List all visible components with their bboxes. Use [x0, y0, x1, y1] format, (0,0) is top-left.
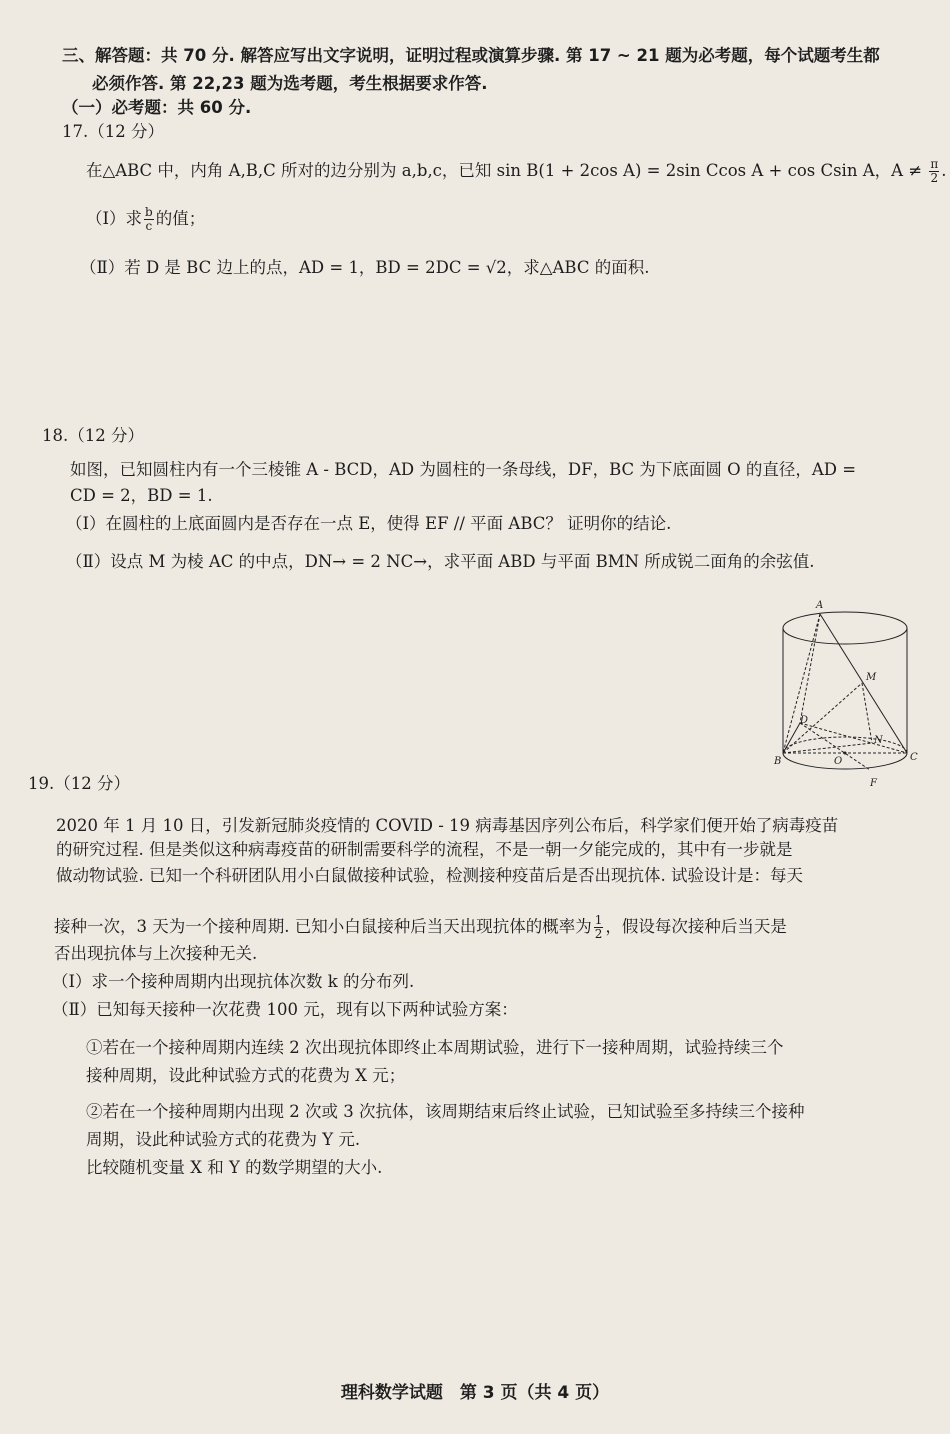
label-F: F: [870, 778, 877, 789]
q17-stem: [86, 158, 947, 185]
q19-para-line1: 2020 年 1 月 10 日，引发新冠肺炎疫情的 COVID - 19 病毒基因序列公布后，科学家们便开始了病毒疫苗: [56, 816, 839, 835]
q17-pi-over-2: [929, 158, 939, 185]
label-A: A: [816, 600, 824, 611]
q18-part1: （Ⅰ）在圆柱的上底面圆内是否存在一点 E，使得 EF // 平面 ABC？ 证明你的结论.: [66, 514, 672, 533]
segment-BN: [783, 743, 872, 753]
frac-numerator: 1: [594, 913, 603, 927]
q19-option1-line2: 接种周期，设此种试验方式的花费为 X 元；: [86, 1066, 406, 1085]
q19-option2-line1: ②若在一个接种周期内出现 2 次或 3 次抗体，该周期结束后终止试验，已知试验至多持续三个接种: [86, 1102, 805, 1121]
q19-number: 19.（12 分）: [28, 774, 130, 793]
q19-line4-pre: 接种一次，3 天为一个接种周期. 已知小白鼠接种后当天出现抗体的概率为: [54, 917, 592, 936]
label-M: M: [866, 672, 877, 683]
q19-one-half: [594, 914, 604, 941]
q17-stem-end: .: [941, 161, 947, 180]
frac-denominator: 2: [594, 927, 603, 941]
q18-number: 18.（12 分）: [42, 426, 144, 445]
q19-option2-line2: 周期，设此种试验方式的花费为 Y 元.: [86, 1130, 361, 1149]
cylinder-pyramid-figure: [770, 598, 920, 798]
q17-part2: （Ⅱ）若 D 是 BC 边上的点，AD = 1，BD = 2DC = √2，求△ABC 的面积.: [80, 258, 650, 277]
q19-para-line5: 否出现抗体与上次接种无关.: [54, 944, 258, 963]
label-C: C: [910, 752, 918, 763]
cylinder-bottom-front: [783, 753, 907, 769]
q18-stem-line1: 如图，已知圆柱内有一个三棱锥 A - BCD，AD 为圆柱的一条母线，DF，BC 为下底面圆 O 的直径，AD =: [70, 460, 857, 479]
frac-denominator: 2: [930, 171, 939, 185]
edge-DB: [783, 723, 800, 753]
frac-numerator: b: [145, 205, 153, 219]
segment-BM: [783, 683, 862, 753]
q19-para-line3: 做动物试验. 已知一个科研团队用小白鼠做接种试验，检测接种疫苗后是否出现抗体. 试验设计是：每天: [56, 866, 803, 885]
label-D: D: [800, 715, 809, 726]
q17-number: 17.（12 分）: [62, 122, 164, 141]
q17-stem-text: 在△ABC 中，内角 A,B,C 所对的边分别为 a,b,c，已知 sin B(1 + 2cos A) = 2sin Ccos A + cos Csin A，A ≠: [86, 161, 923, 180]
q18-stem-line2: CD = 2，BD = 1.: [70, 486, 213, 505]
q19-compare: 比较随机变量 X 和 Y 的数学期望的大小.: [86, 1158, 383, 1177]
q17-b-over-c: [144, 206, 154, 233]
section-header-line1: 三、解答题：共 70 分. 解答应写出文字说明，证明过程或演算步骤. 第 17 ~ 21 题为必考题，每个试题考生都: [62, 46, 880, 65]
label-B: B: [774, 756, 782, 767]
center-point-O: [844, 752, 847, 755]
page-footer: 理科数学试题 第 3 页（共 4 页）: [340, 1383, 610, 1403]
q17-part1-pre: （Ⅰ）求: [86, 209, 143, 228]
q17-part1: [86, 206, 205, 233]
edge-AD: [800, 614, 820, 723]
q17-part1-post: 的值；: [155, 209, 206, 228]
frac-numerator: π: [930, 157, 939, 171]
q19-line4-post: ，假设每次接种后当天是: [605, 917, 787, 936]
frac-denominator: c: [145, 219, 153, 233]
q19-option1-line1: ①若在一个接种周期内连续 2 次出现抗体即终止本周期试验，进行下一接种周期，试验持续三个: [86, 1038, 784, 1057]
cylinder-top-ellipse: [783, 612, 907, 644]
cylinder-bottom-back: [783, 737, 907, 753]
segment-MN: [862, 683, 872, 743]
q19-part2: （Ⅱ）已知每天接种一次花费 100 元，现有以下两种试验方案：: [52, 1000, 518, 1019]
label-O: O: [834, 756, 843, 767]
edge-AC: [820, 614, 907, 753]
section-header-line2: 必须作答. 第 22,23 题为选考题，考生根据要求作答.: [92, 74, 488, 93]
q19-para-line2: 的研究过程. 但是类似这种病毒疫苗的研制需要科学的流程，不是一朝一夕能完成的，其中有一步就是: [56, 840, 793, 859]
q19-para-line4: [54, 914, 787, 941]
label-N: N: [874, 735, 883, 746]
q18-part2: （Ⅱ）设点 M 为棱 AC 的中点，DN→ = 2 NC→，求平面 ABD 与平面 BMN 所成锐二面角的余弦值.: [66, 552, 815, 571]
q19-part1: （Ⅰ）求一个接种周期内出现抗体次数 k 的分布列.: [52, 972, 415, 991]
section-header-line3: （一）必考题：共 60 分.: [62, 98, 252, 117]
